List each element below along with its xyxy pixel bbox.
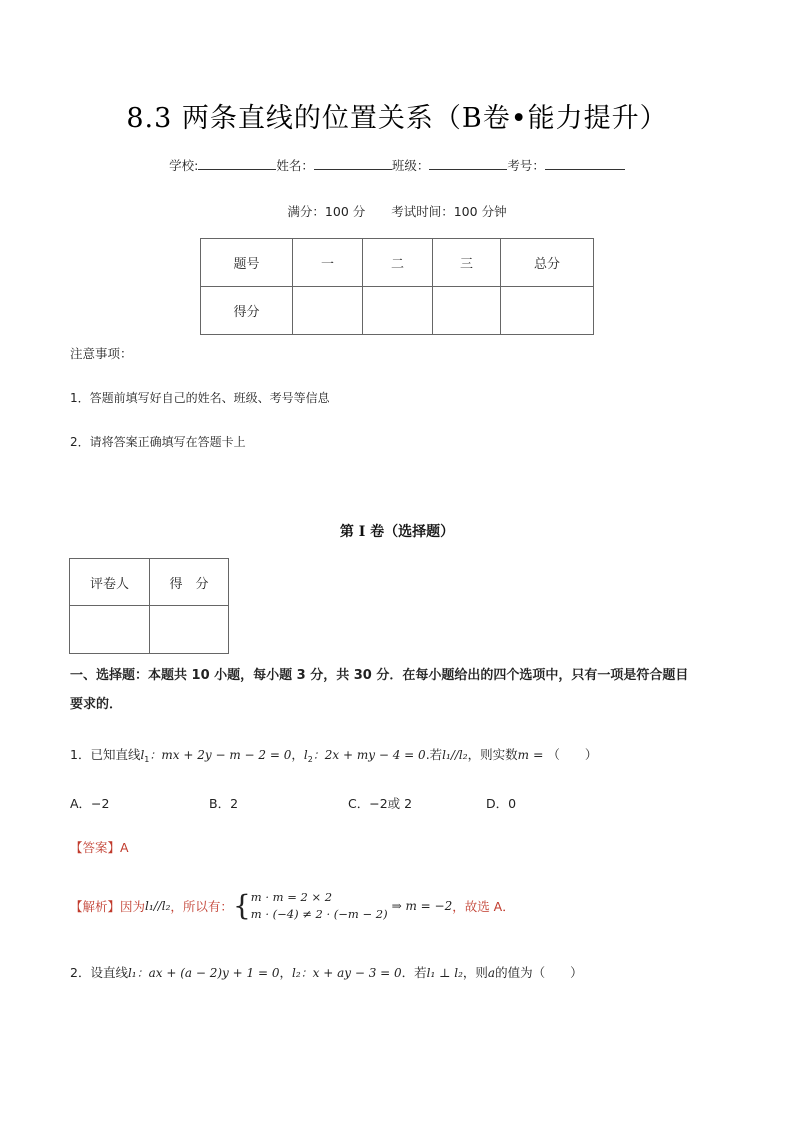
class-blank — [429, 157, 507, 170]
q1-l2-sub: 2 — [307, 755, 313, 764]
q1-option-d[interactable]: D．0 — [486, 796, 517, 811]
analysis-pre: 因为 — [120, 899, 146, 914]
name-label: 姓名： — [276, 158, 314, 173]
grader-cell[interactable] — [150, 606, 229, 654]
grader-cell[interactable] — [70, 606, 150, 654]
question-1 — [70, 745, 597, 764]
q1-option-c[interactable]: C．−2或 2 — [348, 796, 413, 811]
q2-cond: l₁ ⊥ l₂ — [426, 966, 463, 980]
part-one-heading-line1: 一、选择题：本题共 10 小题，每小题 3 分，共 30 分．在每小题给出的四个选项中，只有一项是符合题目 — [70, 668, 689, 683]
q1-analysis — [70, 884, 515, 928]
q1-l1: l — [140, 748, 145, 762]
section-title: 第 I 卷（选择题） — [339, 524, 455, 540]
system-line-1: m · m = 2 × 2 — [250, 890, 333, 904]
analysis-label: 【解析】 — [70, 899, 121, 914]
class-label: 班级： — [391, 158, 430, 173]
q2-cond-post: ，则 — [462, 965, 488, 980]
answer-value: A — [120, 840, 129, 855]
number-label: 考号： — [507, 158, 545, 173]
page-title: 8.3 两条直线的位置关系（B卷•能力提升） — [126, 103, 668, 134]
q1-cond-pre: .若 — [425, 747, 443, 762]
exam-meta — [0, 202, 794, 220]
q1-l2: l — [303, 748, 308, 762]
score-table — [200, 238, 594, 335]
q2-eq1: l₁：ax + (a − 2)y + 1 = 0 — [127, 966, 280, 980]
q1-prefix: 1．已知直线 — [70, 747, 141, 762]
q1-cond-post: ，则实数 — [467, 747, 518, 762]
analysis-implies: ⇒ m = −2 — [391, 899, 453, 913]
score-cell[interactable] — [501, 287, 594, 335]
question-2 — [70, 963, 583, 981]
student-info-line — [0, 156, 794, 174]
q2-tail: 的值为（ ） — [495, 965, 583, 980]
score-cell[interactable] — [433, 287, 501, 335]
q2-eq2: l₂：x + ay − 3 = 0 — [291, 966, 402, 980]
name-blank — [314, 157, 392, 170]
full-score: 满分：100 分 — [287, 204, 366, 219]
school-blank — [198, 157, 276, 170]
q1-tail: = （ ） — [528, 747, 598, 762]
grader-table — [69, 558, 229, 654]
q1-cond: l₁//l₂ — [442, 748, 468, 762]
score-header-cell: 一 — [293, 239, 363, 287]
score-row-label: 得分 — [201, 287, 293, 335]
number-blank — [545, 157, 625, 170]
score-cell[interactable] — [293, 287, 363, 335]
analysis-cond: l₁//l₂ — [145, 899, 171, 913]
analysis-mid: ，所以有： — [170, 899, 233, 914]
part-one-heading-line2: 要求的． — [70, 697, 123, 712]
q1-l1-sub: 1 — [144, 755, 150, 764]
q1-eq2: ：2x + my − 4 = 0 — [312, 748, 426, 762]
q1-var: m — [517, 748, 529, 762]
grader-header-cell: 评卷人 — [70, 559, 150, 606]
q1-option-a[interactable]: A．−2 — [70, 796, 110, 811]
school-label: 学校: — [169, 158, 199, 173]
q2-cond-pre: ．若 — [401, 965, 427, 980]
score-header-cell: 题号 — [201, 239, 293, 287]
q2-sep: ， — [279, 965, 292, 980]
q1-eq1: ：mx + 2y − m − 2 = 0 — [149, 748, 292, 762]
score-header-cell: 三 — [433, 239, 501, 287]
q1-option-b[interactable]: B．2 — [209, 796, 239, 811]
score-header-cell: 二 — [363, 239, 433, 287]
analysis-end: ，故选 A． — [452, 899, 515, 914]
grader-header-cell: 得 分 — [150, 559, 229, 606]
left-brace-icon: { — [232, 889, 251, 922]
q1-sep: ， — [291, 747, 304, 762]
notes-heading: 注意事项： — [70, 346, 133, 361]
system-line-2: m · (−4) ≠ 2 · (−m − 2) — [250, 907, 388, 921]
equation-system — [251, 889, 388, 923]
score-header-cell: 总分 — [501, 239, 594, 287]
q1-answer — [70, 838, 129, 856]
score-cell[interactable] — [363, 287, 433, 335]
note-item: 1．答题前填写好自己的姓名、班级、考号等信息 — [70, 391, 330, 405]
exam-time: 考试时间：100 分钟 — [391, 204, 507, 219]
q2-var: a — [487, 966, 496, 980]
note-item: 2．请将答案正确填写在答题卡上 — [70, 435, 246, 449]
q2-prefix: 2．设直线 — [70, 965, 128, 980]
answer-label: 【答案】 — [70, 840, 121, 855]
